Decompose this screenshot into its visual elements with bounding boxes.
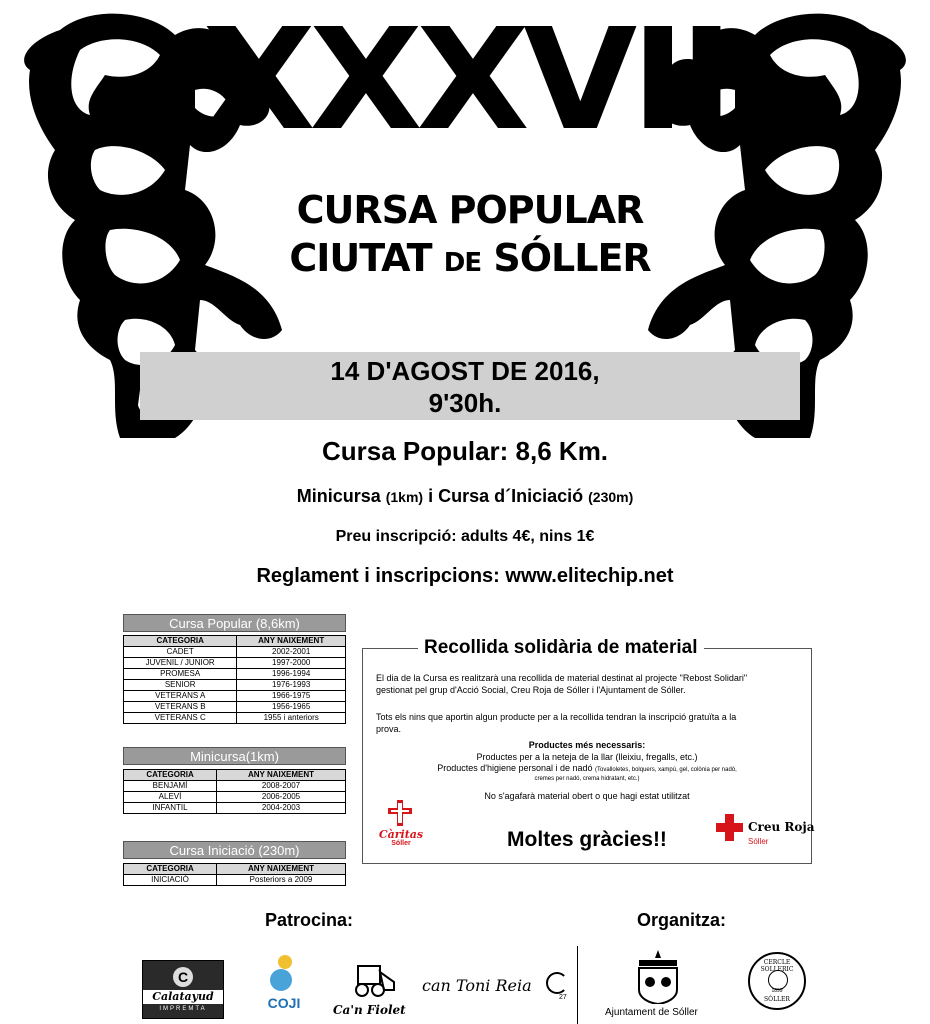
- table-row: VETERANS C 1955 i anteriors: [124, 713, 346, 724]
- category-table-iniciacio: CATEGORIA ANY NAIXEMENT INICIACIÓ Posteriors a 2009: [123, 863, 346, 886]
- thanks-text: Moltes gràcies!!: [507, 828, 667, 851]
- calatayud-logo: C Calatayud IMPREMTA: [142, 960, 224, 1019]
- can-toni-reia-number: 27: [559, 994, 567, 1001]
- footer-divider: [577, 946, 578, 1024]
- solidarity-paragraph-1b: gestionat pel grup d'Acció Social, Creu Roja de Sóller i l'Ajuntament de Sóller.: [376, 685, 686, 695]
- table-title-iniciacio: Cursa Iniciació (230m): [123, 841, 346, 859]
- table-title-cursa-popular: Cursa Popular (8,6km): [123, 614, 346, 632]
- solidarity-paragraph-2a: Tots els nins que aportin algun producte per a la recollida tendran la inscripció gratuïta a la: [376, 712, 737, 722]
- creu-roja-place: Sóller: [748, 837, 769, 846]
- solidarity-paragraph-2b: prova.: [376, 724, 402, 734]
- table-row: INICIACIÓ Posteriors a 2009: [124, 875, 346, 886]
- cercle-solleric-seal: CERCLE SOLLERIC 1899 SÓLLER: [748, 952, 806, 1010]
- table-row: VETERANS B 1956-1965: [124, 702, 346, 713]
- table-row: PROMESA 1996-1994: [124, 669, 346, 680]
- organizers-label: Organitza:: [637, 910, 727, 930]
- can-toni-reia-name: can Toni Reia: [422, 976, 532, 995]
- table-row: ALEVÍ 2006-2005: [124, 792, 346, 803]
- products-line-1: Productes per a la neteja de la llar (lleixiu, fregalls, etc.): [476, 752, 698, 762]
- creu-roja-name: Creu Roja: [748, 820, 815, 834]
- title-line-2: CIUTAT DE SÓLLER: [289, 236, 651, 280]
- title-line-1: CURSA POPULAR: [296, 188, 644, 232]
- table-row: VETERANS A 1966-1975: [124, 691, 346, 702]
- race-distance: Cursa Popular: 8,6 Km.: [321, 436, 609, 466]
- table-row: CADET 2002-2001: [124, 647, 346, 658]
- notice-line: No s'agafarà material obert o que hagi estat utilitzat: [484, 791, 690, 801]
- can-toni-reia-mark: [546, 972, 568, 994]
- table-title-minicursa: Minicursa(1km): [123, 747, 346, 765]
- table-row: INFANTIL 2004-2003: [124, 803, 346, 814]
- table-row: JUVENIL / JUNIOR 1997-2000: [124, 658, 346, 669]
- can-fiolet-name: Ca'n Fiolet: [333, 1003, 406, 1017]
- red-cross-icon: [716, 814, 743, 841]
- event-date: 14 D'AGOST DE 2016,: [330, 356, 600, 386]
- solidarity-title: Recollida solidària de material: [418, 637, 704, 659]
- ajuntament-coat-of-arms-icon: [637, 950, 679, 1004]
- coji-logo: COJI: [262, 955, 306, 1015]
- table-row: BENJAMÍ 2008-2007: [124, 781, 346, 792]
- caritas-name: Càritas: [378, 828, 424, 841]
- products-line-3: cremes per nadó, crema hidratant, etc.): [534, 776, 640, 782]
- caritas-cross-icon: [388, 800, 412, 826]
- edition-number: XXXVII: [202, 0, 728, 162]
- skid-steer-icon: [348, 960, 398, 998]
- rules-line: Reglament i inscripcions: www.elitechip.net: [256, 565, 674, 587]
- caritas-place: Sóller: [391, 840, 411, 847]
- category-table-cursa-popular: CATEGORIA ANY NAIXEMENT CADET 2002-2001 JUVENIL / JUNIOR 1997-2000 PROMESA 1996-1994 SENIOR 1976-1993 VETERANS A 1966-1975 VETERANS B 1956-1965 VETERANS C 1955 i anteriors: [123, 635, 346, 724]
- table-row: SENIOR 1976-1993: [124, 680, 346, 691]
- solidarity-paragraph-1a: El dia de la Cursa es realitzarà una recollida de material destinat al projecte "Rebost Solidari": [376, 673, 748, 683]
- price-line: Preu inscripció: adults 4€, nins 1€: [335, 528, 595, 545]
- ajuntament-name: Ajuntament de Sóller: [605, 1007, 698, 1018]
- event-time: 9'30h.: [428, 388, 502, 418]
- mini-race-line: Minicursa (1km) i Cursa d´Iniciació (230m): [296, 486, 634, 506]
- products-title: Productes més necessaris:: [528, 740, 646, 750]
- products-line-2: Productes d'higiene personal i de nadó (Tovalloletes, bolquers, xampú, gel, colònia per nadó,: [437, 763, 737, 773]
- category-table-minicursa: CATEGORIA ANY NAIXEMENT BENJAMÍ 2008-2007 ALEVÍ 2006-2005 INFANTIL 2004-2003: [123, 769, 346, 814]
- sponsors-label: Patrocina:: [265, 910, 354, 930]
